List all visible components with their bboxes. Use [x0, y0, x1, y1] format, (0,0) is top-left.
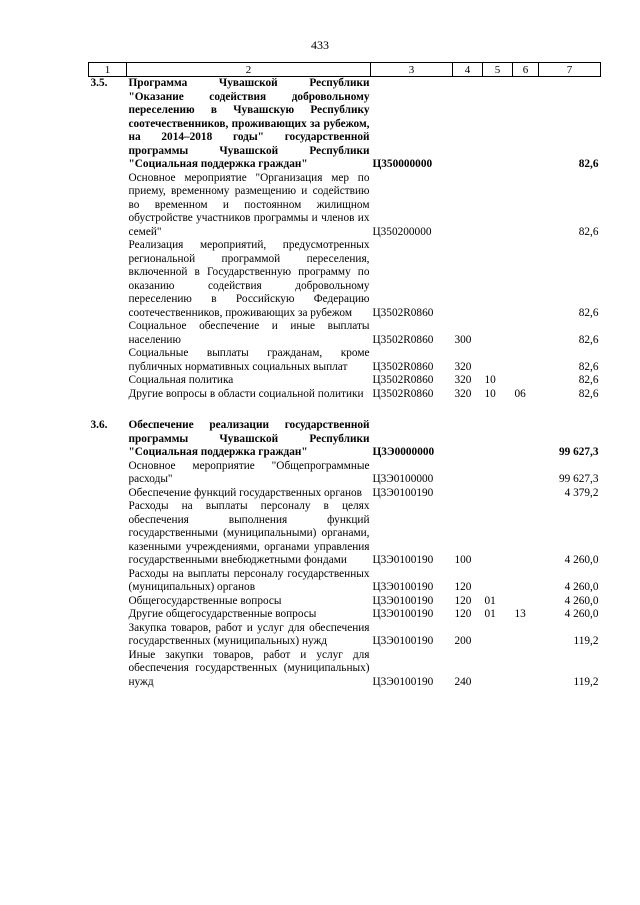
row-subsection	[513, 649, 539, 690]
row-number	[89, 460, 127, 487]
row-section	[483, 622, 513, 649]
row-number	[89, 568, 127, 595]
row-target-code: Ц3Э0100190	[372, 635, 434, 647]
row-amount: 4 260,0	[564, 608, 599, 620]
row-expense-type	[453, 460, 483, 487]
row-name: Социальная политика	[128, 374, 234, 386]
row-section	[483, 77, 513, 172]
row-target-code: Ц3502R0860	[372, 333, 434, 346]
row-expense-type: 120	[454, 608, 472, 620]
row-section: 10	[484, 374, 496, 386]
row-expense-type: 240	[454, 675, 472, 688]
row-subsection: 13	[514, 608, 526, 620]
table-row	[89, 374, 601, 388]
row-section	[483, 239, 513, 320]
table-row	[89, 487, 601, 501]
row-target-code: Ц3502R0860	[372, 374, 434, 386]
row-name: Другие общегосударственные вопросы	[128, 608, 317, 620]
row-subsection	[513, 595, 539, 609]
row-name: Закупка товаров, работ и услуг для обеспечения государственных (муниципальных) нужд	[128, 621, 370, 647]
row-name: Программа Чувашской Республики "Оказание содействия добровольному переселению в Чувашскую Республику соотечественников, проживающих за рубежом, на 2014–2018 годы" государственной программы Чувашской Республики "Социальная поддержка граждан"	[128, 77, 370, 170]
row-expense-type: 300	[454, 333, 472, 346]
row-subsection	[513, 460, 539, 487]
row-expense-type	[453, 419, 483, 460]
row-section: 10	[484, 387, 496, 400]
row-target-code: Ц3502R0860	[372, 306, 434, 319]
row-expense-type: 120	[454, 594, 472, 607]
table-row	[89, 649, 601, 690]
column-number-row	[89, 63, 601, 77]
row-section	[483, 649, 513, 690]
row-section	[483, 320, 513, 347]
row-number	[89, 172, 127, 240]
row-target-code: Ц3Э0100000	[372, 473, 434, 485]
row-section	[483, 500, 513, 568]
row-number	[89, 649, 127, 690]
page-number: 433	[311, 38, 329, 52]
row-amount: 4 260,0	[564, 581, 599, 593]
table-row	[89, 608, 601, 622]
row-subsection	[513, 77, 539, 172]
row-target-code: Ц3Э0100190	[372, 594, 434, 607]
row-name: Общегосударственные вопросы	[128, 594, 282, 607]
table-row	[89, 460, 601, 487]
table-row	[89, 172, 601, 240]
row-amount: 4 260,0	[564, 554, 599, 566]
column-header: 3	[371, 63, 453, 77]
column-header: 1	[89, 63, 127, 77]
row-target-code: Ц350000000	[372, 158, 433, 170]
row-section	[483, 487, 513, 501]
row-expense-type: 200	[454, 635, 472, 647]
row-subsection	[513, 320, 539, 347]
table-row	[89, 419, 601, 460]
row-number	[89, 622, 127, 649]
row-name: Основное мероприятие "Организация мер по приему, временному размещению и содействию во временном и постоянном жилищном обустройстве участников программы и членов их семей"	[128, 171, 370, 238]
row-name: Реализация мероприятий, предусмотренных региональной программой переселения, включенной в Государственную программу по оказанию содействия добровольному переселению в Российскую Федерацию соотечественников, проживающих за рубежом	[128, 239, 370, 319]
row-amount: 82,6	[578, 374, 599, 386]
column-header: 5	[483, 63, 513, 77]
row-subsection	[513, 172, 539, 240]
row-number	[89, 595, 127, 609]
row-target-code: Ц3Э0000000	[372, 446, 435, 458]
row-expense-type	[453, 77, 483, 172]
column-header: 6	[513, 63, 539, 77]
row-amount: 82,6	[578, 225, 599, 238]
row-target-code: Ц3502R0860	[372, 360, 434, 373]
row-section	[483, 347, 513, 374]
table-row	[89, 622, 601, 649]
row-target-code: Ц3Э0100190	[372, 581, 434, 593]
row-number: 3.5.	[90, 77, 108, 89]
section-spacer	[89, 401, 601, 419]
row-section	[483, 460, 513, 487]
row-subsection	[513, 239, 539, 320]
row-section	[483, 568, 513, 595]
row-name: Другие вопросы в области социальной политики	[128, 387, 364, 400]
row-name: Обеспечение реализации государственной программы Чувашской Республики "Социальная поддержка граждан"	[128, 419, 370, 458]
row-number	[89, 347, 127, 374]
row-target-code: Ц3502R0860	[372, 387, 434, 400]
row-expense-type: 320	[454, 387, 472, 400]
row-amount: 82,6	[578, 158, 599, 170]
row-target-code: Ц3Э0100190	[372, 554, 434, 566]
row-section	[483, 172, 513, 240]
row-amount: 82,6	[578, 306, 599, 319]
row-name: Обеспечение функций государственных органов	[128, 486, 363, 499]
row-target-code: Ц350200000	[372, 225, 432, 238]
row-number	[89, 487, 127, 501]
row-expense-type: 120	[454, 581, 472, 593]
row-amount: 99 627,3	[558, 473, 599, 485]
row-name: Расходы на выплаты персоналу государственных (муниципальных) органов	[128, 567, 370, 593]
row-number	[89, 500, 127, 568]
row-subsection: 06	[514, 387, 526, 400]
row-expense-type	[453, 487, 483, 501]
row-name: Иные закупки товаров, работ и услуг для обеспечения государственных (муниципальных) нужд	[128, 648, 370, 688]
row-number	[89, 374, 127, 388]
row-expense-type	[453, 172, 483, 240]
table-row	[89, 77, 601, 172]
column-header: 7	[539, 63, 601, 77]
table-row	[89, 568, 601, 595]
table-row	[89, 595, 601, 609]
row-amount: 119,2	[573, 635, 599, 647]
row-section: 01	[484, 594, 496, 607]
table-row	[89, 500, 601, 568]
column-header: 4	[453, 63, 483, 77]
row-name: Социальное обеспечение и иные выплаты населению	[128, 320, 370, 346]
row-expense-type: 320	[454, 374, 472, 386]
table-body	[89, 77, 601, 690]
row-number	[89, 388, 127, 402]
column-header: 2	[127, 63, 371, 77]
row-name: Основное мероприятие "Общепрограммные расходы"	[128, 459, 370, 485]
row-amount: 82,6	[578, 387, 599, 400]
row-subsection	[513, 347, 539, 374]
row-number	[89, 320, 127, 347]
row-subsection	[513, 487, 539, 501]
row-amount: 99 627,3	[558, 446, 599, 458]
row-subsection	[513, 419, 539, 460]
table-row	[89, 388, 601, 402]
row-amount: 119,2	[573, 675, 599, 688]
row-subsection	[513, 622, 539, 649]
row-expense-type	[453, 239, 483, 320]
table-row	[89, 320, 601, 347]
row-expense-type: 320	[454, 360, 472, 373]
row-subsection	[513, 374, 539, 388]
table-row	[89, 239, 601, 320]
row-amount: 82,6	[578, 333, 599, 346]
row-amount: 4 260,0	[564, 594, 599, 607]
row-subsection	[513, 500, 539, 568]
row-number: 3.6.	[90, 419, 108, 431]
row-amount: 4 379,2	[564, 486, 599, 499]
budget-table	[88, 62, 601, 689]
spacer-cell	[89, 401, 601, 419]
row-amount: 82,6	[578, 360, 599, 373]
row-name: Расходы на выплаты персоналу в целях обеспечения выполнения функций государственными (муниципальными) органами, казенными учреждениями, органами управления государственными внебюджетными фондами	[128, 500, 370, 566]
row-target-code: Ц3Э0100190	[372, 675, 434, 688]
row-target-code: Ц3Э0100190	[372, 486, 434, 499]
table-row	[89, 347, 601, 374]
row-expense-type: 100	[454, 554, 472, 566]
row-number	[89, 608, 127, 622]
row-section	[483, 419, 513, 460]
row-target-code: Ц3Э0100190	[372, 608, 434, 620]
row-name: Социальные выплаты гражданам, кроме публичных нормативных социальных выплат	[128, 347, 370, 373]
row-number	[89, 239, 127, 320]
row-section: 01	[484, 608, 496, 620]
row-subsection	[513, 568, 539, 595]
